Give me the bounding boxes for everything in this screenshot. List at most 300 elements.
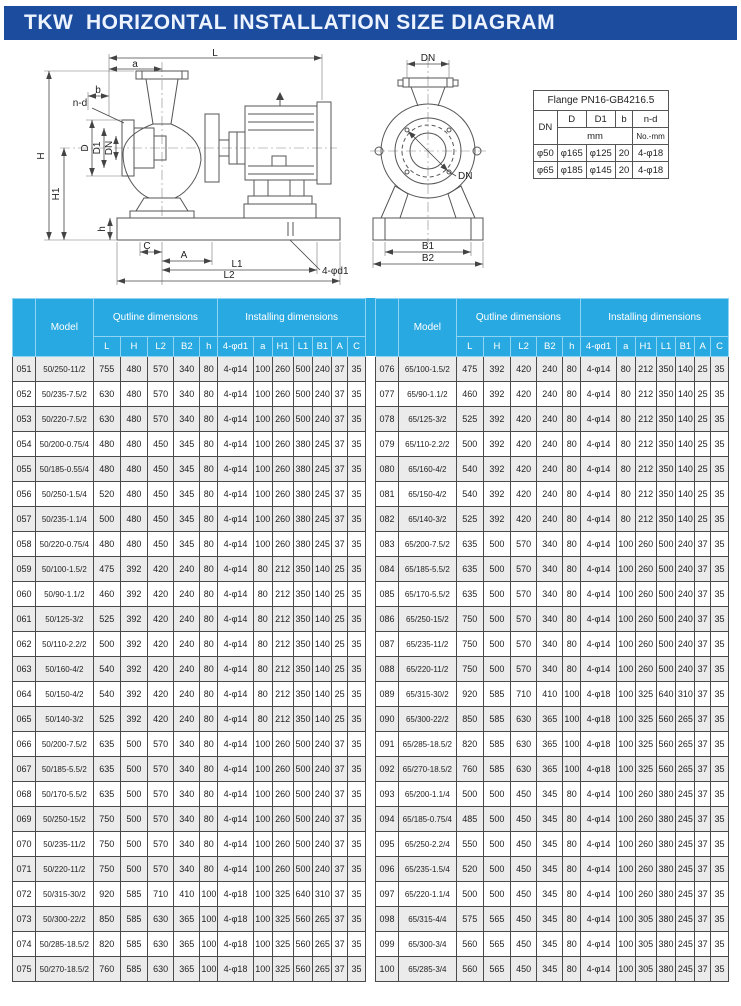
value-cell: 80: [563, 357, 581, 382]
model-cell: 65/100-1.5/2: [399, 357, 457, 382]
value-cell: 565: [483, 957, 510, 982]
value-cell: 80: [200, 832, 218, 857]
flange-header-nd: n-d: [633, 111, 668, 128]
value-cell: 25: [332, 582, 348, 607]
value-cell: 340: [174, 382, 200, 407]
sub-header-1: H: [483, 337, 510, 357]
value-cell: 480: [120, 382, 147, 407]
value-cell: 80: [200, 707, 218, 732]
model-cell: 65/235-1.5/4: [399, 857, 457, 882]
value-cell: 560: [456, 932, 483, 957]
value-cell: 260: [635, 857, 656, 882]
value-cell: 4-φ14: [581, 382, 617, 407]
value-cell: 35: [348, 882, 366, 907]
value-cell: 420: [511, 507, 537, 532]
value-cell: 500: [293, 807, 313, 832]
value-cell: 450: [511, 957, 537, 982]
table-row: [13, 382, 366, 407]
value-cell: 212: [635, 357, 656, 382]
value-cell: 100: [253, 932, 272, 957]
dim-label-L1: L1: [231, 259, 243, 270]
row-number-cell: 052: [13, 382, 36, 407]
value-cell: 100: [253, 957, 272, 982]
value-cell: 80: [253, 582, 272, 607]
value-cell: 100: [616, 857, 635, 882]
value-cell: 100: [616, 632, 635, 657]
value-cell: 500: [483, 632, 510, 657]
value-cell: 80: [200, 857, 218, 882]
value-cell: 245: [676, 957, 695, 982]
row-number-cell: 051: [13, 357, 36, 382]
value-cell: 450: [148, 532, 174, 557]
value-cell: 345: [174, 532, 200, 557]
row-number-cell: 077: [376, 382, 399, 407]
value-cell: 37: [332, 857, 348, 882]
value-cell: 35: [348, 507, 366, 532]
value-cell: 25: [695, 407, 711, 432]
value-cell: 560: [293, 932, 313, 957]
value-cell: 570: [148, 832, 174, 857]
value-cell: 350: [656, 507, 676, 532]
value-cell: 420: [148, 632, 174, 657]
value-cell: 500: [656, 557, 676, 582]
value-cell: 560: [456, 957, 483, 982]
dimension-labels: [36, 48, 349, 281]
row-number-cell: 071: [13, 857, 36, 882]
value-cell: 380: [293, 532, 313, 557]
value-cell: 525: [93, 707, 120, 732]
value-cell: 80: [563, 407, 581, 432]
value-cell: 100: [253, 507, 272, 532]
diagram-area: [10, 48, 731, 294]
value-cell: 340: [174, 732, 200, 757]
flange-cell: φ50: [534, 145, 558, 162]
value-cell: 35: [348, 832, 366, 857]
row-number-cell: 061: [13, 607, 36, 632]
value-cell: 240: [313, 857, 332, 882]
value-cell: 140: [676, 432, 695, 457]
value-cell: 245: [676, 907, 695, 932]
value-cell: 35: [711, 807, 729, 832]
value-cell: 585: [120, 957, 147, 982]
flange-cell: 20: [615, 145, 633, 162]
value-cell: 500: [120, 807, 147, 832]
value-cell: 245: [676, 782, 695, 807]
value-cell: 820: [456, 732, 483, 757]
value-cell: 260: [635, 782, 656, 807]
value-cell: 100: [253, 757, 272, 782]
value-cell: 80: [616, 407, 635, 432]
value-cell: 450: [148, 507, 174, 532]
table-row: [376, 457, 729, 482]
value-cell: 240: [676, 607, 695, 632]
value-cell: 80: [563, 907, 581, 932]
value-cell: 240: [174, 657, 200, 682]
pump-side-view-drawing: [22, 48, 362, 291]
table-row: [13, 907, 366, 932]
value-cell: 4-φ14: [581, 582, 617, 607]
table-row: [376, 957, 729, 982]
value-cell: 520: [93, 482, 120, 507]
value-cell: 37: [332, 407, 348, 432]
model-cell: 65/200-1.1/4: [399, 782, 457, 807]
model-column-header: Model: [399, 299, 457, 357]
value-cell: 460: [93, 582, 120, 607]
value-cell: 260: [635, 832, 656, 857]
value-cell: 4-φ14: [218, 532, 254, 557]
flange-header-d: D: [557, 111, 586, 128]
model-cell: 65/220-11/2: [399, 657, 457, 682]
value-cell: 35: [348, 357, 366, 382]
value-cell: 35: [348, 557, 366, 582]
dim-label-h: h: [97, 226, 108, 232]
value-cell: 365: [174, 932, 200, 957]
page-title-bar: [4, 6, 737, 40]
row-number-cell: 087: [376, 632, 399, 657]
pump-front-view-drawing: [355, 48, 545, 291]
value-cell: 500: [293, 832, 313, 857]
sub-header-8: L1: [293, 337, 313, 357]
value-cell: 4-φ14: [218, 607, 254, 632]
value-cell: 140: [313, 707, 332, 732]
value-cell: 4-φ18: [218, 907, 254, 932]
value-cell: 380: [656, 907, 676, 932]
table-row: [376, 582, 729, 607]
row-number-cell: 089: [376, 682, 399, 707]
value-cell: 392: [120, 582, 147, 607]
value-cell: 37: [695, 532, 711, 557]
value-cell: 480: [120, 532, 147, 557]
value-cell: 392: [483, 432, 510, 457]
value-cell: 37: [332, 782, 348, 807]
value-cell: 80: [200, 582, 218, 607]
dim-label-L: L: [212, 48, 218, 59]
value-cell: 570: [511, 532, 537, 557]
value-cell: 100: [616, 607, 635, 632]
value-cell: 260: [272, 382, 293, 407]
value-cell: 4-φ14: [581, 432, 617, 457]
table-row: [13, 457, 366, 482]
value-cell: 500: [483, 857, 510, 882]
value-cell: 460: [456, 382, 483, 407]
value-cell: 4-φ14: [581, 957, 617, 982]
value-cell: 240: [313, 832, 332, 857]
value-cell: 365: [174, 907, 200, 932]
value-cell: 35: [711, 957, 729, 982]
value-cell: 4-φ14: [218, 707, 254, 732]
value-cell: 80: [563, 657, 581, 682]
value-cell: 100: [253, 432, 272, 457]
value-cell: 240: [676, 582, 695, 607]
value-cell: 365: [537, 707, 563, 732]
value-cell: 100: [253, 907, 272, 932]
table-row: [13, 807, 366, 832]
value-cell: 100: [253, 732, 272, 757]
model-cell: 65/315-30/2: [399, 682, 457, 707]
value-cell: 4-φ14: [581, 557, 617, 582]
value-cell: 380: [293, 482, 313, 507]
value-cell: 37: [695, 932, 711, 957]
row-number-cell: 082: [376, 507, 399, 532]
model-cell: 65/300-3/4: [399, 932, 457, 957]
value-cell: 750: [93, 857, 120, 882]
table-row: [376, 532, 729, 557]
value-cell: 240: [537, 482, 563, 507]
model-cell: 50/285-18.5/2: [36, 932, 94, 957]
value-cell: 345: [174, 507, 200, 532]
value-cell: 480: [120, 357, 147, 382]
value-cell: 500: [483, 607, 510, 632]
row-number-cell: 079: [376, 432, 399, 457]
value-cell: 212: [272, 657, 293, 682]
table-row: [376, 682, 729, 707]
value-cell: 450: [511, 882, 537, 907]
value-cell: 420: [148, 557, 174, 582]
sub-header-0: L: [93, 337, 120, 357]
sub-header-6: a: [616, 337, 635, 357]
value-cell: 80: [200, 457, 218, 482]
value-cell: 100: [563, 732, 581, 757]
dim-label-n-d: n-d: [72, 98, 88, 109]
value-cell: 25: [332, 632, 348, 657]
value-cell: 4-φ14: [581, 907, 617, 932]
value-cell: 37: [332, 957, 348, 982]
table-row: [13, 507, 366, 532]
value-cell: 500: [483, 557, 510, 582]
table-row: [13, 857, 366, 882]
model-cell: 65/200-7.5/2: [399, 532, 457, 557]
value-cell: 340: [537, 582, 563, 607]
value-cell: 392: [483, 482, 510, 507]
sub-header-4: h: [200, 337, 218, 357]
value-cell: 392: [120, 632, 147, 657]
value-cell: 100: [200, 957, 218, 982]
value-cell: 345: [174, 457, 200, 482]
value-cell: 37: [695, 632, 711, 657]
value-cell: 100: [616, 557, 635, 582]
model-cell: 65/300-22/2: [399, 707, 457, 732]
value-cell: 635: [456, 582, 483, 607]
value-cell: 212: [635, 507, 656, 532]
value-cell: 475: [93, 557, 120, 582]
table-row: [376, 857, 729, 882]
value-cell: 4-φ14: [581, 857, 617, 882]
value-cell: 500: [656, 582, 676, 607]
dim-label-B2: B2: [421, 253, 435, 264]
value-cell: 80: [616, 457, 635, 482]
value-cell: 565: [483, 907, 510, 932]
value-cell: 260: [272, 507, 293, 532]
value-cell: 35: [348, 732, 366, 757]
row-number-cell: 066: [13, 732, 36, 757]
value-cell: 480: [120, 457, 147, 482]
value-cell: 240: [537, 382, 563, 407]
table-row: [376, 507, 729, 532]
model-column-header: Model: [36, 299, 94, 357]
value-cell: 350: [293, 682, 313, 707]
value-cell: 25: [332, 682, 348, 707]
value-cell: 80: [200, 432, 218, 457]
value-cell: 570: [148, 807, 174, 832]
value-cell: 340: [174, 857, 200, 882]
value-cell: 100: [253, 832, 272, 857]
value-cell: 35: [348, 457, 366, 482]
table-row: [376, 632, 729, 657]
value-cell: 450: [148, 432, 174, 457]
value-cell: 37: [695, 707, 711, 732]
value-cell: 100: [616, 907, 635, 932]
value-cell: 380: [656, 957, 676, 982]
value-cell: 325: [272, 907, 293, 932]
value-cell: 420: [511, 357, 537, 382]
value-cell: 380: [656, 882, 676, 907]
value-cell: 485: [456, 807, 483, 832]
sub-header-5: 4-φd1: [218, 337, 254, 357]
value-cell: 4-φ14: [218, 557, 254, 582]
value-cell: 4-φ14: [581, 807, 617, 832]
sub-header-8: L1: [656, 337, 676, 357]
value-cell: 37: [332, 907, 348, 932]
value-cell: 80: [200, 482, 218, 507]
value-cell: 35: [348, 407, 366, 432]
value-cell: 100: [253, 807, 272, 832]
row-number-cell: 068: [13, 782, 36, 807]
value-cell: 540: [456, 457, 483, 482]
row-number-cell: 059: [13, 557, 36, 582]
value-cell: 240: [174, 607, 200, 632]
value-cell: 100: [616, 957, 635, 982]
value-cell: 35: [348, 907, 366, 932]
row-number-cell: 075: [13, 957, 36, 982]
value-cell: 630: [93, 407, 120, 432]
row-number-cell: 090: [376, 707, 399, 732]
row-number-cell: 064: [13, 682, 36, 707]
value-cell: 4-φ14: [581, 407, 617, 432]
value-cell: 37: [332, 482, 348, 507]
value-cell: 260: [635, 632, 656, 657]
flange-cell: 20: [615, 162, 633, 179]
model-cell: 50/150-4/2: [36, 682, 94, 707]
value-cell: 260: [272, 732, 293, 757]
value-cell: 570: [148, 357, 174, 382]
dimension-tables: [12, 298, 729, 982]
value-cell: 265: [676, 757, 695, 782]
value-cell: 750: [93, 807, 120, 832]
value-cell: 380: [293, 507, 313, 532]
row-number-cell: 067: [13, 757, 36, 782]
value-cell: 25: [332, 557, 348, 582]
value-cell: 500: [120, 757, 147, 782]
value-cell: 80: [563, 457, 581, 482]
value-cell: 80: [563, 382, 581, 407]
value-cell: 500: [293, 782, 313, 807]
value-cell: 380: [293, 432, 313, 457]
value-cell: 37: [332, 357, 348, 382]
value-cell: 265: [313, 957, 332, 982]
value-cell: 37: [695, 832, 711, 857]
value-cell: 500: [293, 357, 313, 382]
dimension-table-left: [12, 298, 366, 982]
table-row: [13, 732, 366, 757]
model-cell: 65/250-2.2/4: [399, 832, 457, 857]
value-cell: 480: [120, 507, 147, 532]
value-cell: 750: [456, 607, 483, 632]
value-cell: 260: [635, 657, 656, 682]
sub-header-9: B1: [676, 337, 695, 357]
table-row: [13, 557, 366, 582]
table-row: [13, 432, 366, 457]
value-cell: 4-φ14: [218, 407, 254, 432]
value-cell: 380: [656, 857, 676, 882]
sub-header-5: 4-φd1: [581, 337, 617, 357]
value-cell: 570: [511, 632, 537, 657]
dimension-lines: [373, 60, 483, 268]
value-cell: 750: [456, 632, 483, 657]
value-cell: 4-φ18: [218, 882, 254, 907]
value-cell: 35: [711, 657, 729, 682]
value-cell: 480: [93, 432, 120, 457]
sub-header-10: A: [695, 337, 711, 357]
flange-header-d1: D1: [586, 111, 615, 128]
value-cell: 4-φ14: [581, 632, 617, 657]
value-cell: 260: [272, 532, 293, 557]
value-cell: 35: [348, 957, 366, 982]
value-cell: 480: [120, 482, 147, 507]
value-cell: 585: [483, 757, 510, 782]
model-cell: 50/300-22/2: [36, 907, 94, 932]
model-cell: 50/110-2.2/2: [36, 632, 94, 657]
value-cell: 345: [537, 907, 563, 932]
value-cell: 35: [711, 632, 729, 657]
value-cell: 140: [676, 507, 695, 532]
value-cell: 80: [563, 607, 581, 632]
row-number-cell: 078: [376, 407, 399, 432]
value-cell: 480: [93, 457, 120, 482]
row-number-cell: 063: [13, 657, 36, 682]
value-cell: 37: [695, 657, 711, 682]
value-cell: 410: [537, 682, 563, 707]
row-number-cell: 088: [376, 657, 399, 682]
value-cell: 380: [656, 807, 676, 832]
model-cell: 50/250-15/2: [36, 807, 94, 832]
value-cell: 450: [511, 832, 537, 857]
value-cell: 345: [537, 782, 563, 807]
dim-label-DN-side: DN: [458, 171, 473, 182]
value-cell: 570: [511, 657, 537, 682]
value-cell: 325: [635, 757, 656, 782]
value-cell: 500: [483, 832, 510, 857]
value-cell: 325: [272, 882, 293, 907]
value-cell: 35: [348, 532, 366, 557]
table-row: [13, 707, 366, 732]
value-cell: 392: [483, 382, 510, 407]
value-cell: 500: [656, 532, 676, 557]
value-cell: 450: [511, 907, 537, 932]
value-cell: 100: [253, 457, 272, 482]
value-cell: 260: [272, 757, 293, 782]
value-cell: 350: [656, 382, 676, 407]
dim-label-D: D: [80, 144, 91, 152]
model-cell: 50/250-1.5/4: [36, 482, 94, 507]
table-row: [13, 957, 366, 982]
value-cell: 245: [313, 482, 332, 507]
value-cell: 570: [511, 582, 537, 607]
value-cell: 585: [120, 907, 147, 932]
value-cell: 260: [272, 807, 293, 832]
value-cell: 100: [253, 782, 272, 807]
model-cell: 50/220-7.5/2: [36, 407, 94, 432]
value-cell: 37: [695, 907, 711, 932]
